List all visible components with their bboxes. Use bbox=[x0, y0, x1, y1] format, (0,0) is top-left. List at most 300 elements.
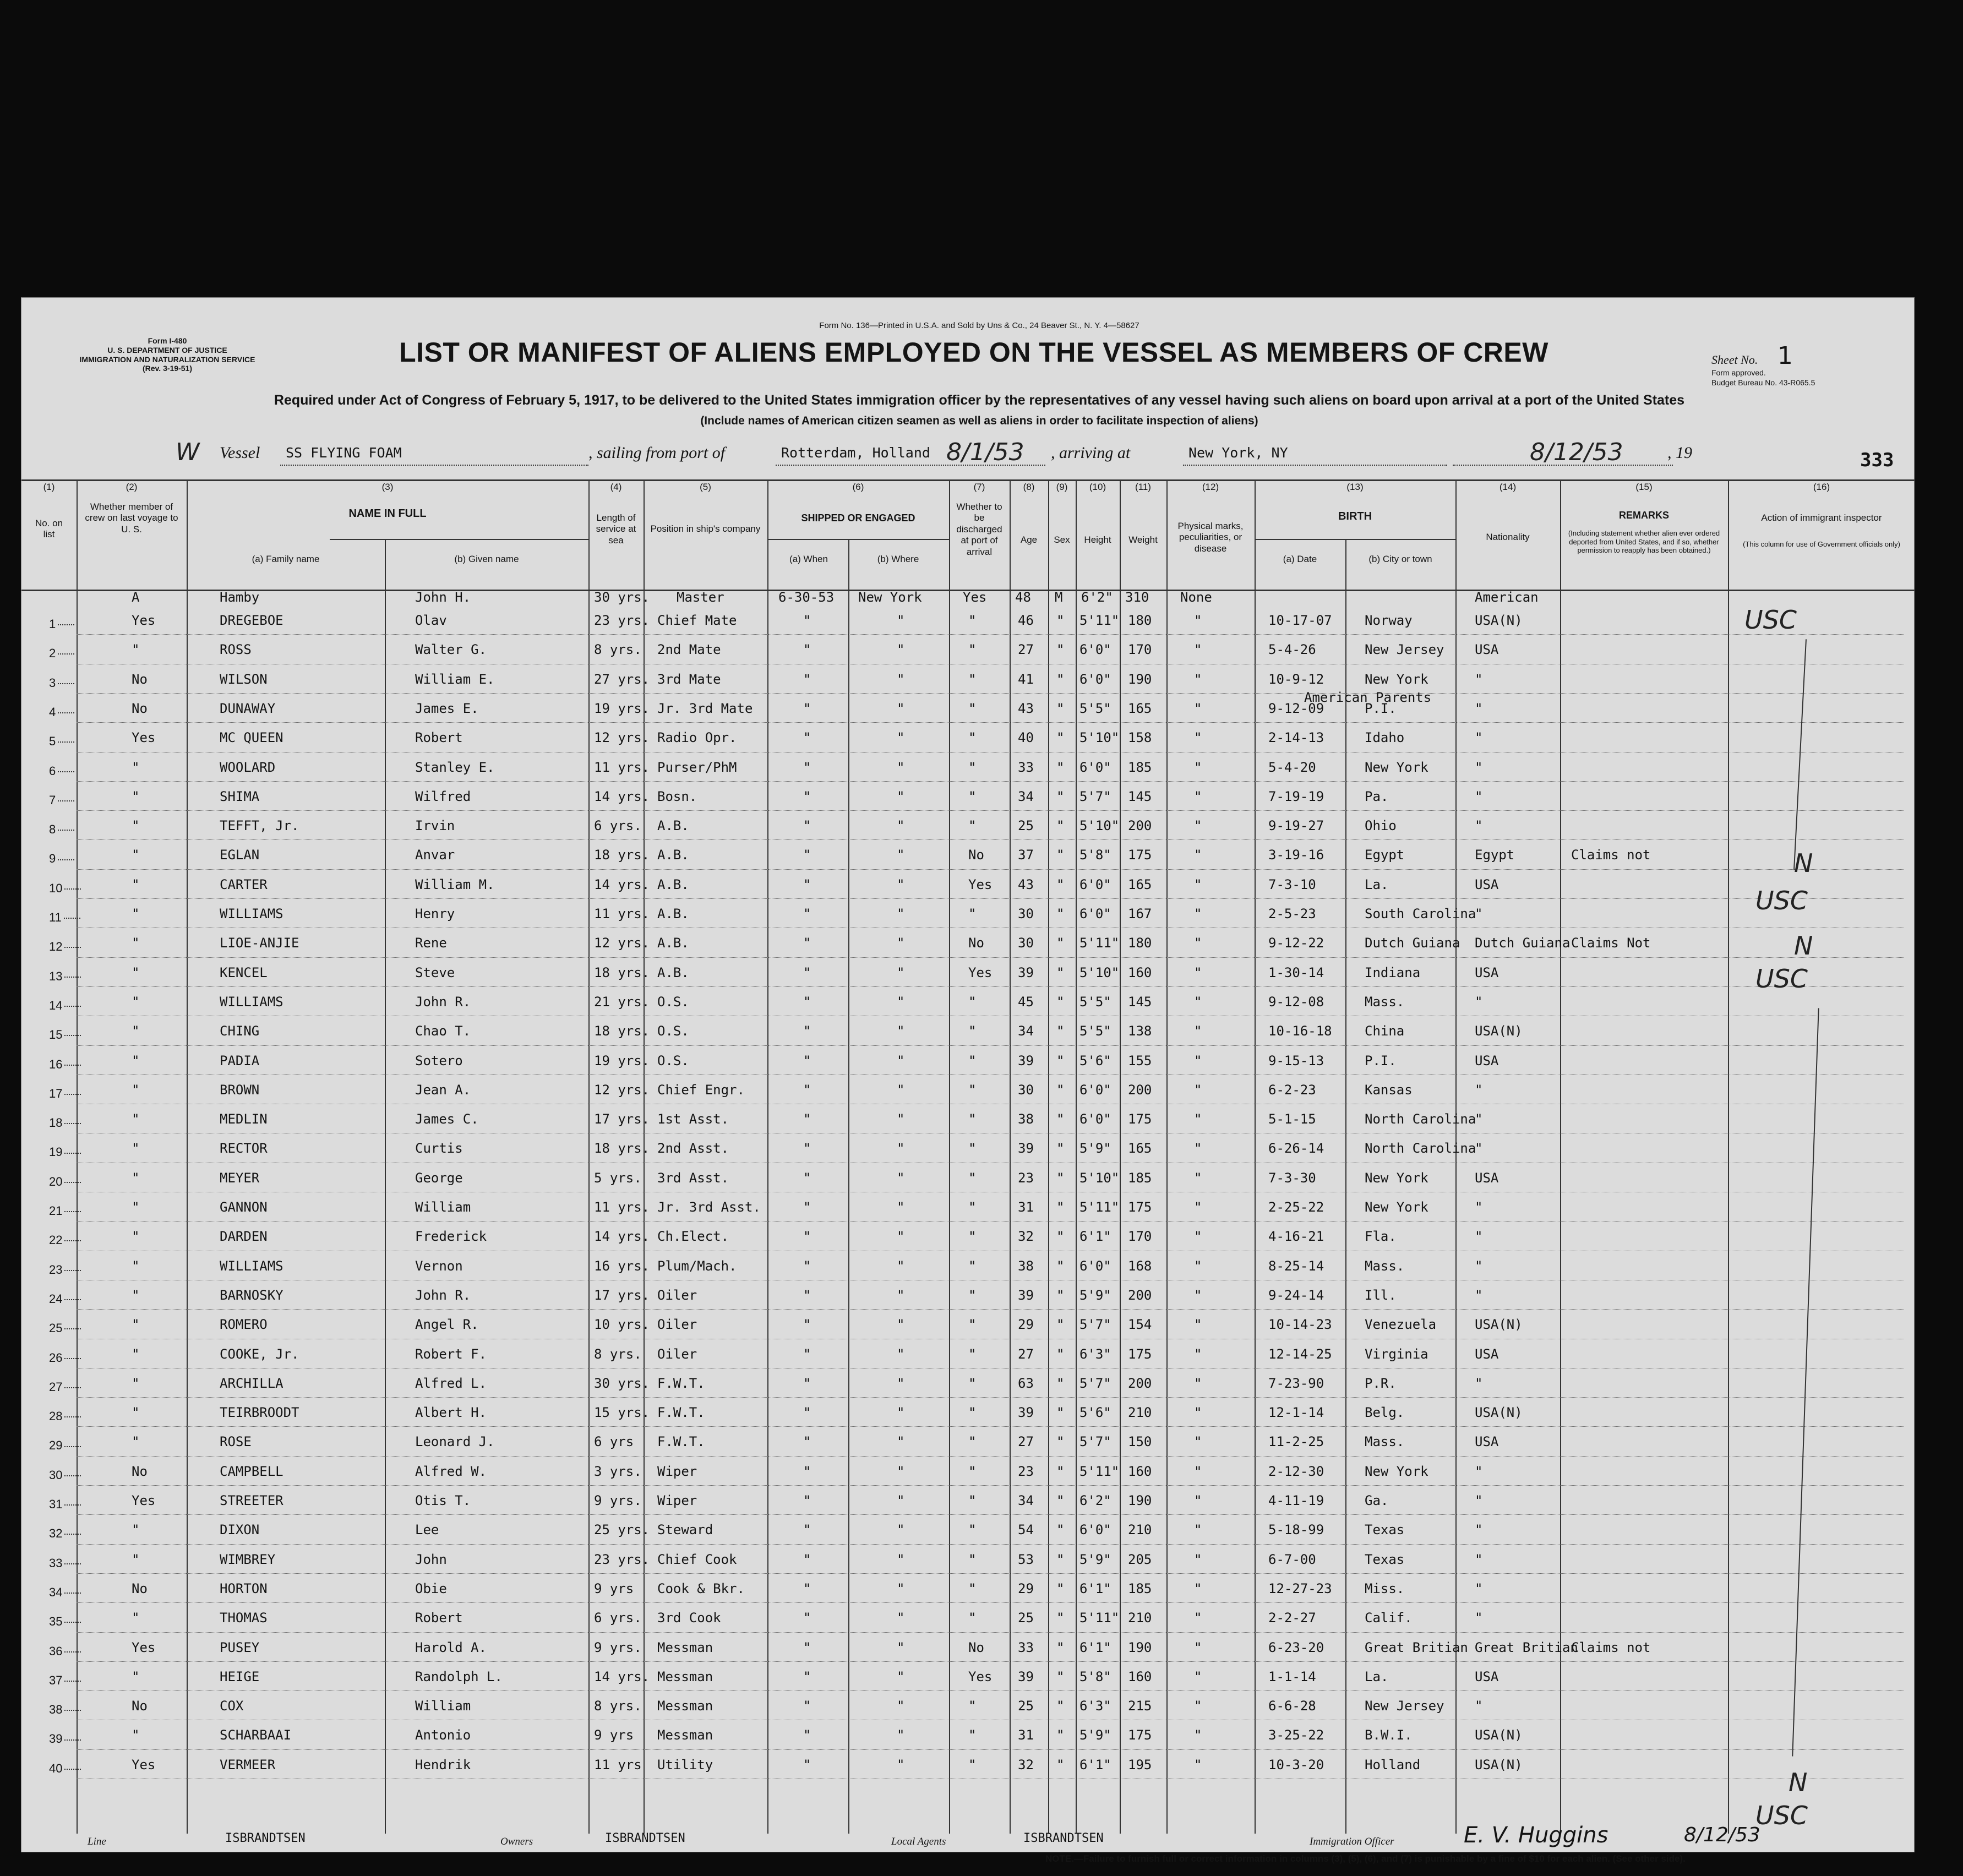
cell-length: 16 yrs. bbox=[594, 1258, 650, 1274]
cell-height: 6'0" bbox=[1079, 876, 1111, 892]
cell-when: " bbox=[803, 1082, 811, 1098]
cell-height: 5'10" bbox=[1079, 964, 1120, 980]
cell-member: " bbox=[132, 906, 140, 921]
cell-sex: " bbox=[1056, 1405, 1065, 1421]
inspector-n-mark: N bbox=[1794, 931, 1813, 961]
cell-sex: " bbox=[1056, 1610, 1065, 1626]
cell-age: 39 bbox=[1018, 1668, 1034, 1684]
cell-birth-date: 3-19-16 bbox=[1268, 847, 1324, 863]
cell-nationality: " bbox=[1475, 1698, 1483, 1714]
cell-weight: 210 bbox=[1128, 1405, 1152, 1421]
cell-family-name: GANNON bbox=[220, 1199, 268, 1215]
cell-discharged: " bbox=[968, 1287, 977, 1303]
cell-given-name: Harold A. bbox=[415, 1639, 487, 1655]
cell-when: " bbox=[803, 1610, 811, 1626]
table-row bbox=[21, 1720, 1915, 1749]
cell-member: " bbox=[132, 1405, 140, 1421]
cell-line-number: 5 bbox=[49, 734, 74, 749]
cell-family-name: KENCEL bbox=[220, 964, 268, 980]
cell-nationality: " bbox=[1475, 759, 1483, 775]
cell-discharged: " bbox=[968, 1375, 977, 1391]
header-remarks: REMARKS bbox=[1618, 510, 1669, 521]
cell-nationality: " bbox=[1475, 1258, 1483, 1274]
cell-age: 43 bbox=[1018, 700, 1034, 716]
cell-line-number: 35 bbox=[49, 1615, 81, 1629]
cell-given-name: Randolph L. bbox=[415, 1668, 503, 1684]
table-row bbox=[21, 1661, 1915, 1690]
cell-member: No bbox=[132, 671, 148, 687]
cell-birth-city: New York bbox=[1365, 671, 1428, 687]
cell-discharged: " bbox=[968, 1757, 977, 1773]
cell-birth-date: 7-19-19 bbox=[1268, 788, 1324, 804]
cell-weight: 175 bbox=[1128, 1111, 1152, 1127]
cell-age: 33 bbox=[1018, 759, 1034, 775]
cell-age: 29 bbox=[1018, 1317, 1034, 1333]
cell-given-name: Robert bbox=[415, 1610, 463, 1626]
inspector-n-mark: N bbox=[1788, 1768, 1808, 1797]
cell-age: 30 bbox=[1018, 935, 1034, 951]
cell-birth-city: New Jersey bbox=[1365, 642, 1444, 658]
cell-family-name: DUNAWAY bbox=[220, 700, 276, 716]
cell-age: 54 bbox=[1018, 1522, 1034, 1538]
cell-line-number: 33 bbox=[49, 1556, 81, 1570]
cell-given-name: James E. bbox=[415, 700, 479, 716]
cell-weight: 210 bbox=[1128, 1522, 1152, 1538]
cell-discharged: " bbox=[968, 1551, 977, 1567]
cell-birth-city: Ohio bbox=[1365, 818, 1397, 834]
cell-given-name: Chao T. bbox=[415, 1023, 471, 1039]
approval-block bbox=[1711, 368, 1893, 388]
cell-birth-city: New York bbox=[1365, 1199, 1428, 1215]
cell-birth-city: P.I. bbox=[1365, 700, 1397, 716]
cell-discharged: " bbox=[968, 1141, 977, 1157]
cell-sex: " bbox=[1056, 1111, 1065, 1127]
handwritten-mark: W bbox=[176, 438, 200, 466]
header-birth: BIRTH bbox=[1338, 510, 1372, 522]
cell-member: " bbox=[132, 1551, 140, 1567]
cell-birth-date: 12-1-14 bbox=[1268, 1405, 1324, 1421]
cell-given-name: William bbox=[415, 1698, 471, 1714]
cell-physical-marks: " bbox=[1194, 1522, 1202, 1538]
cell-physical-marks: " bbox=[1194, 671, 1202, 687]
cell-height: 5'7" bbox=[1079, 1375, 1111, 1391]
cell-height: 5'11" bbox=[1079, 1199, 1120, 1215]
cell-birth-city: Mass. bbox=[1365, 994, 1405, 1010]
cell-discharged: " bbox=[968, 1493, 977, 1508]
cell-member: No bbox=[132, 700, 148, 716]
cell-physical-marks: " bbox=[1194, 700, 1202, 716]
cell-discharged: " bbox=[968, 1052, 977, 1068]
cell-discharged: " bbox=[968, 906, 977, 921]
cell-position: Chief Engr. bbox=[657, 1082, 745, 1098]
cell-when: " bbox=[803, 1463, 811, 1479]
cell-discharged: Yes bbox=[963, 590, 987, 605]
cell-line-number: 37 bbox=[49, 1673, 81, 1688]
cell-age: 27 bbox=[1018, 642, 1034, 658]
cell-when: " bbox=[803, 730, 811, 746]
cell-family-name: HEIGE bbox=[220, 1668, 260, 1684]
cell-position: Chief Cook bbox=[657, 1551, 737, 1567]
cell-when: " bbox=[803, 964, 811, 980]
cell-physical-marks: " bbox=[1194, 1639, 1202, 1655]
cell-birth-date: 9-19-27 bbox=[1268, 818, 1324, 834]
cell-member: " bbox=[132, 1229, 140, 1245]
cell-height: 5'7" bbox=[1079, 1434, 1111, 1450]
cell-weight: 154 bbox=[1128, 1317, 1152, 1333]
cell-member: " bbox=[132, 818, 140, 834]
cell-given-name: Curtis bbox=[415, 1141, 463, 1157]
cell-length: 12 yrs. bbox=[594, 1082, 650, 1098]
cell-discharged: No bbox=[968, 935, 984, 951]
cell-length: 23 yrs. bbox=[594, 613, 650, 628]
cell-where: " bbox=[897, 1610, 905, 1626]
cell-birth-date: 7-23-90 bbox=[1268, 1375, 1324, 1391]
cell-birth-city: Ga. bbox=[1365, 1493, 1389, 1508]
cell-when: " bbox=[803, 1727, 811, 1743]
cell-given-name: Alfred L. bbox=[415, 1375, 487, 1391]
cell-where: " bbox=[897, 1111, 905, 1127]
cell-nationality: USA bbox=[1475, 1434, 1499, 1450]
cell-nationality: USA(N) bbox=[1475, 1757, 1523, 1773]
cell-length: 14 yrs. bbox=[594, 1668, 650, 1684]
cell-sex: " bbox=[1056, 1522, 1065, 1538]
cell-age: 34 bbox=[1018, 1023, 1034, 1039]
cell-height: 5'9" bbox=[1079, 1141, 1111, 1157]
cell-member: " bbox=[132, 1199, 140, 1215]
cell-birth-city: Mass. bbox=[1365, 1434, 1405, 1450]
arrival-port: New York, NY bbox=[1188, 445, 1288, 461]
cell-member: " bbox=[132, 1082, 140, 1098]
include-statement: (Include names of American citizen seamen as well as aliens in order to facilitate inspection of aliens) bbox=[700, 415, 1258, 427]
cell-nationality: " bbox=[1475, 671, 1483, 687]
cell-given-name: John bbox=[415, 1551, 447, 1567]
cell-when: " bbox=[803, 1375, 811, 1391]
cell-birth-date: 1-1-14 bbox=[1268, 1668, 1316, 1684]
cell-where: " bbox=[897, 1023, 905, 1039]
cell-nationality: Dutch Guiana bbox=[1475, 935, 1571, 951]
cell-position: Radio Opr. bbox=[657, 730, 737, 746]
cell-family-name: BROWN bbox=[220, 1082, 260, 1098]
cell-length: 9 yrs. bbox=[594, 1493, 642, 1508]
cell-where: " bbox=[897, 964, 905, 980]
cell-weight: 165 bbox=[1128, 876, 1152, 892]
cell-where: " bbox=[897, 788, 905, 804]
cell-family-name: DARDEN bbox=[220, 1229, 268, 1245]
cell-line-number: 31 bbox=[49, 1497, 81, 1512]
col-number: (15) bbox=[1635, 482, 1653, 492]
cell-when: " bbox=[803, 1317, 811, 1333]
cell-length: 17 yrs. bbox=[594, 1111, 650, 1127]
cell-birth-date: 9-24-14 bbox=[1268, 1287, 1324, 1303]
cell-length: 11 yrs. bbox=[594, 759, 650, 775]
cell-birth-city: Calif. bbox=[1365, 1610, 1413, 1626]
cell-weight: 138 bbox=[1128, 1023, 1152, 1039]
cell-physical-marks: " bbox=[1194, 818, 1202, 834]
cell-family-name: MC QUEEN bbox=[220, 730, 283, 746]
cell-birth-city: Texas bbox=[1365, 1522, 1405, 1538]
table-row bbox=[21, 1602, 1915, 1632]
cell-birth-date: 8-25-14 bbox=[1268, 1258, 1324, 1274]
cell-length: 18 yrs. bbox=[594, 847, 650, 863]
cell-sex: " bbox=[1056, 1199, 1065, 1215]
cell-where: " bbox=[897, 1052, 905, 1068]
cell-sex: " bbox=[1056, 1317, 1065, 1333]
cell-nationality: " bbox=[1475, 1493, 1483, 1508]
cell-weight: 160 bbox=[1128, 1463, 1152, 1479]
arriving-label: , arriving at bbox=[1051, 444, 1131, 462]
cell-weight: 158 bbox=[1128, 730, 1152, 746]
cell-member: Yes bbox=[132, 730, 156, 746]
arrival-date: 8/12/53 bbox=[1530, 438, 1623, 466]
cell-position: O.S. bbox=[657, 1052, 689, 1068]
cell-given-name: John H. bbox=[415, 590, 471, 605]
cell-position: Oiler bbox=[657, 1346, 697, 1362]
cell-physical-marks: " bbox=[1194, 1170, 1202, 1186]
cell-weight: 190 bbox=[1128, 1493, 1152, 1508]
cell-nationality: " bbox=[1475, 1111, 1483, 1127]
cell-nationality: USA(N) bbox=[1475, 1727, 1523, 1743]
cell-physical-marks: " bbox=[1194, 642, 1202, 658]
cell-position: A.B. bbox=[657, 847, 689, 863]
cell-family-name: DIXON bbox=[220, 1522, 260, 1538]
cell-family-name: WILLIAMS bbox=[220, 994, 283, 1010]
cell-height: 5'9" bbox=[1079, 1551, 1111, 1567]
cell-when: " bbox=[803, 1580, 811, 1596]
cell-given-name: Sotero bbox=[415, 1052, 463, 1068]
cell-position: O.S. bbox=[657, 994, 689, 1010]
table-row bbox=[21, 898, 1915, 928]
cell-when: " bbox=[803, 1698, 811, 1714]
cell-length: 11 yrs. bbox=[594, 1199, 650, 1215]
cell-length: 5 yrs. bbox=[594, 1170, 642, 1186]
cell-length: 21 yrs. bbox=[594, 994, 650, 1010]
cell-line-number: 28 bbox=[49, 1409, 81, 1424]
officer-label: Immigration Officer bbox=[1310, 1836, 1394, 1847]
cell-discharged: " bbox=[968, 1346, 977, 1362]
cell-position: Jr. 3rd Mate bbox=[657, 700, 753, 716]
cell-given-name: Steve bbox=[415, 964, 455, 980]
cell-given-name: Anvar bbox=[415, 847, 455, 863]
cell-family-name: TEFFT, Jr. bbox=[220, 818, 299, 834]
cell-physical-marks: " bbox=[1194, 1199, 1202, 1215]
cell-member: " bbox=[132, 935, 140, 951]
cell-line-number: 14 bbox=[49, 999, 81, 1013]
cell-position: O.S. bbox=[657, 1023, 689, 1039]
cell-when: " bbox=[803, 700, 811, 716]
cell-where: " bbox=[897, 1639, 905, 1655]
inspector-usc-mark: USC bbox=[1755, 964, 1808, 994]
cell-nationality: USA bbox=[1475, 1170, 1499, 1186]
cell-weight: 200 bbox=[1128, 1082, 1152, 1098]
cell-length: 6 yrs bbox=[594, 1434, 634, 1450]
cell-where: " bbox=[897, 1287, 905, 1303]
cell-when: " bbox=[803, 1493, 811, 1508]
table-row bbox=[21, 634, 1915, 663]
cell-nationality: " bbox=[1475, 1463, 1483, 1479]
cell-discharged: " bbox=[968, 642, 977, 658]
cell-line-number: 24 bbox=[49, 1292, 81, 1306]
revision: (Rev. 3-19-51) bbox=[142, 364, 192, 373]
cell-family-name: WILSON bbox=[220, 671, 268, 687]
cell-weight: 185 bbox=[1128, 759, 1152, 775]
cell-sex: " bbox=[1056, 1757, 1065, 1773]
cell-discharged: " bbox=[968, 1610, 977, 1626]
cell-discharged: " bbox=[968, 700, 977, 716]
cell-discharged: No bbox=[968, 1639, 984, 1655]
table-row bbox=[21, 752, 1915, 781]
master-row bbox=[21, 587, 1915, 606]
cell-member: A bbox=[132, 590, 140, 605]
cell-birth-date: 10-9-12 bbox=[1268, 671, 1324, 687]
cell-height: 5'9" bbox=[1079, 1287, 1111, 1303]
cell-position: Messman bbox=[657, 1668, 713, 1684]
header-position: Position in ship's company bbox=[650, 523, 761, 534]
cell-family-name: ROSE bbox=[220, 1434, 252, 1450]
cell-physical-marks: " bbox=[1194, 759, 1202, 775]
cell-height: 5'5" bbox=[1079, 1023, 1111, 1039]
cell-given-name: Irvin bbox=[415, 818, 455, 834]
cell-given-name: Olav bbox=[415, 613, 447, 628]
cell-position: F.W.T. bbox=[657, 1434, 705, 1450]
table-row bbox=[21, 1368, 1915, 1397]
table-row bbox=[21, 605, 1915, 634]
cell-given-name: Antonio bbox=[415, 1727, 471, 1743]
agents-value: ISBRANDTSEN bbox=[1023, 1831, 1104, 1845]
cell-discharged: " bbox=[968, 1111, 977, 1127]
cell-line-number: 34 bbox=[49, 1585, 81, 1600]
cell-nationality: USA bbox=[1475, 1052, 1499, 1068]
cell-sex: " bbox=[1056, 876, 1065, 892]
cell-height: 6'0" bbox=[1079, 1082, 1111, 1098]
cell-position: 3rd Mate bbox=[657, 671, 721, 687]
cell-position: 3rd Asst. bbox=[657, 1170, 729, 1186]
cell-discharged: " bbox=[968, 1580, 977, 1596]
cell-member: No bbox=[132, 1698, 148, 1714]
cell-birth-date: 10-3-20 bbox=[1268, 1757, 1324, 1773]
cell-birth-city: Belg. bbox=[1365, 1405, 1405, 1421]
col-number: (5) bbox=[700, 482, 711, 492]
cell-where: " bbox=[897, 1375, 905, 1391]
cell-given-name: Frederick bbox=[415, 1229, 487, 1245]
table-row bbox=[21, 1221, 1915, 1250]
cell-birth-city: Egypt bbox=[1365, 847, 1405, 863]
cell-height: 5'11" bbox=[1079, 613, 1120, 628]
cell-member: " bbox=[132, 994, 140, 1010]
cell-member: " bbox=[132, 1610, 140, 1626]
table-row bbox=[21, 839, 1915, 869]
cell-age: 25 bbox=[1018, 818, 1034, 834]
cell-height: 6'3" bbox=[1079, 1698, 1111, 1714]
cell-weight: 180 bbox=[1128, 935, 1152, 951]
table-row bbox=[21, 1280, 1915, 1309]
cell-when: " bbox=[803, 1229, 811, 1245]
table-row bbox=[21, 1339, 1915, 1368]
cell-discharged: " bbox=[968, 1170, 977, 1186]
col-number: (9) bbox=[1056, 482, 1068, 492]
cell-birth-note: American Parents bbox=[1304, 689, 1432, 705]
cell-birth-city: Texas bbox=[1365, 1551, 1405, 1567]
year-label: , 19 bbox=[1667, 444, 1692, 462]
cell-where: New York bbox=[858, 590, 922, 605]
cell-birth-date: 6-2-23 bbox=[1268, 1082, 1316, 1098]
cell-height: 6'0" bbox=[1079, 759, 1111, 775]
cell-position: Chief Mate bbox=[657, 613, 737, 628]
cell-line-number: 12 bbox=[49, 940, 81, 954]
cell-family-name: STREETER bbox=[220, 1493, 283, 1508]
cell-position: A.B. bbox=[657, 935, 689, 951]
cell-position: Steward bbox=[657, 1522, 713, 1538]
cell-given-name: William E. bbox=[415, 671, 495, 687]
cell-family-name: MEYER bbox=[220, 1170, 260, 1186]
cell-where: " bbox=[897, 759, 905, 775]
col-number: (8) bbox=[1023, 482, 1035, 492]
cell-when: " bbox=[803, 788, 811, 804]
cell-length: 18 yrs. bbox=[594, 1141, 650, 1157]
cell-line-number: 4 bbox=[49, 705, 74, 719]
cell-birth-date: 5-18-99 bbox=[1268, 1522, 1324, 1538]
cell-birth-city: Miss. bbox=[1365, 1580, 1405, 1596]
cell-physical-marks: " bbox=[1194, 1023, 1202, 1039]
cell-age: 34 bbox=[1018, 1493, 1034, 1508]
table-row bbox=[21, 1045, 1915, 1075]
cell-physical-marks: " bbox=[1194, 1698, 1202, 1714]
cell-position: 3rd Cook bbox=[657, 1610, 721, 1626]
cell-sex: " bbox=[1056, 1639, 1065, 1655]
cell-weight: 200 bbox=[1128, 1375, 1152, 1391]
header-discharged: Whether to be discharged at port of arrival bbox=[956, 501, 1002, 557]
cell-physical-marks: " bbox=[1194, 1757, 1202, 1773]
cell-length: 10 yrs. bbox=[594, 1317, 650, 1333]
required-statement: Required under Act of Congress of February 5, 1917, to be delivered to the United States immigration officer by the representatives of any vessel having such aliens on board upon arrival at a port of the United States bbox=[274, 392, 1685, 408]
cell-nationality: USA bbox=[1475, 642, 1499, 658]
cell-nationality: American bbox=[1475, 590, 1539, 605]
cell-birth-date: 9-12-22 bbox=[1268, 935, 1324, 951]
cell-when: " bbox=[803, 876, 811, 892]
cell-age: 38 bbox=[1018, 1111, 1034, 1127]
cell-birth-date: 3-25-22 bbox=[1268, 1727, 1324, 1743]
vessel-label: Vessel bbox=[220, 444, 260, 462]
cell-sex: " bbox=[1056, 1141, 1065, 1157]
cell-physical-marks: " bbox=[1194, 1405, 1202, 1421]
cell-when: " bbox=[803, 1522, 811, 1538]
cell-age: 46 bbox=[1018, 613, 1034, 628]
cell-height: 6'3" bbox=[1079, 1346, 1111, 1362]
header-when: (a) When bbox=[789, 554, 828, 564]
cell-discharged: " bbox=[968, 1434, 977, 1450]
header-physical-marks: Physical marks, peculiarities, or disease bbox=[1177, 521, 1244, 554]
cell-when: " bbox=[803, 1111, 811, 1127]
table-row bbox=[21, 1514, 1915, 1544]
cell-age: 23 bbox=[1018, 1170, 1034, 1186]
cell-line-number: 38 bbox=[49, 1703, 81, 1717]
cell-nationality: USA(N) bbox=[1475, 1405, 1523, 1421]
cell-length: 9 yrs bbox=[594, 1580, 634, 1596]
cell-sex: " bbox=[1056, 642, 1065, 658]
cell-line-number: 32 bbox=[49, 1526, 81, 1541]
cell-where: " bbox=[897, 1668, 905, 1684]
cell-age: 39 bbox=[1018, 964, 1034, 980]
cell-physical-marks: " bbox=[1194, 1580, 1202, 1596]
cell-line-number: 10 bbox=[49, 881, 81, 896]
header-birth-date: (a) Date bbox=[1283, 554, 1317, 564]
cell-nationality: " bbox=[1475, 994, 1483, 1010]
cell-line-number: 17 bbox=[49, 1087, 81, 1101]
cell-given-name: George bbox=[415, 1170, 463, 1186]
table-row bbox=[21, 986, 1915, 1016]
cell-physical-marks: " bbox=[1194, 906, 1202, 921]
cell-where: " bbox=[897, 1522, 905, 1538]
cell-weight: 175 bbox=[1128, 1346, 1152, 1362]
